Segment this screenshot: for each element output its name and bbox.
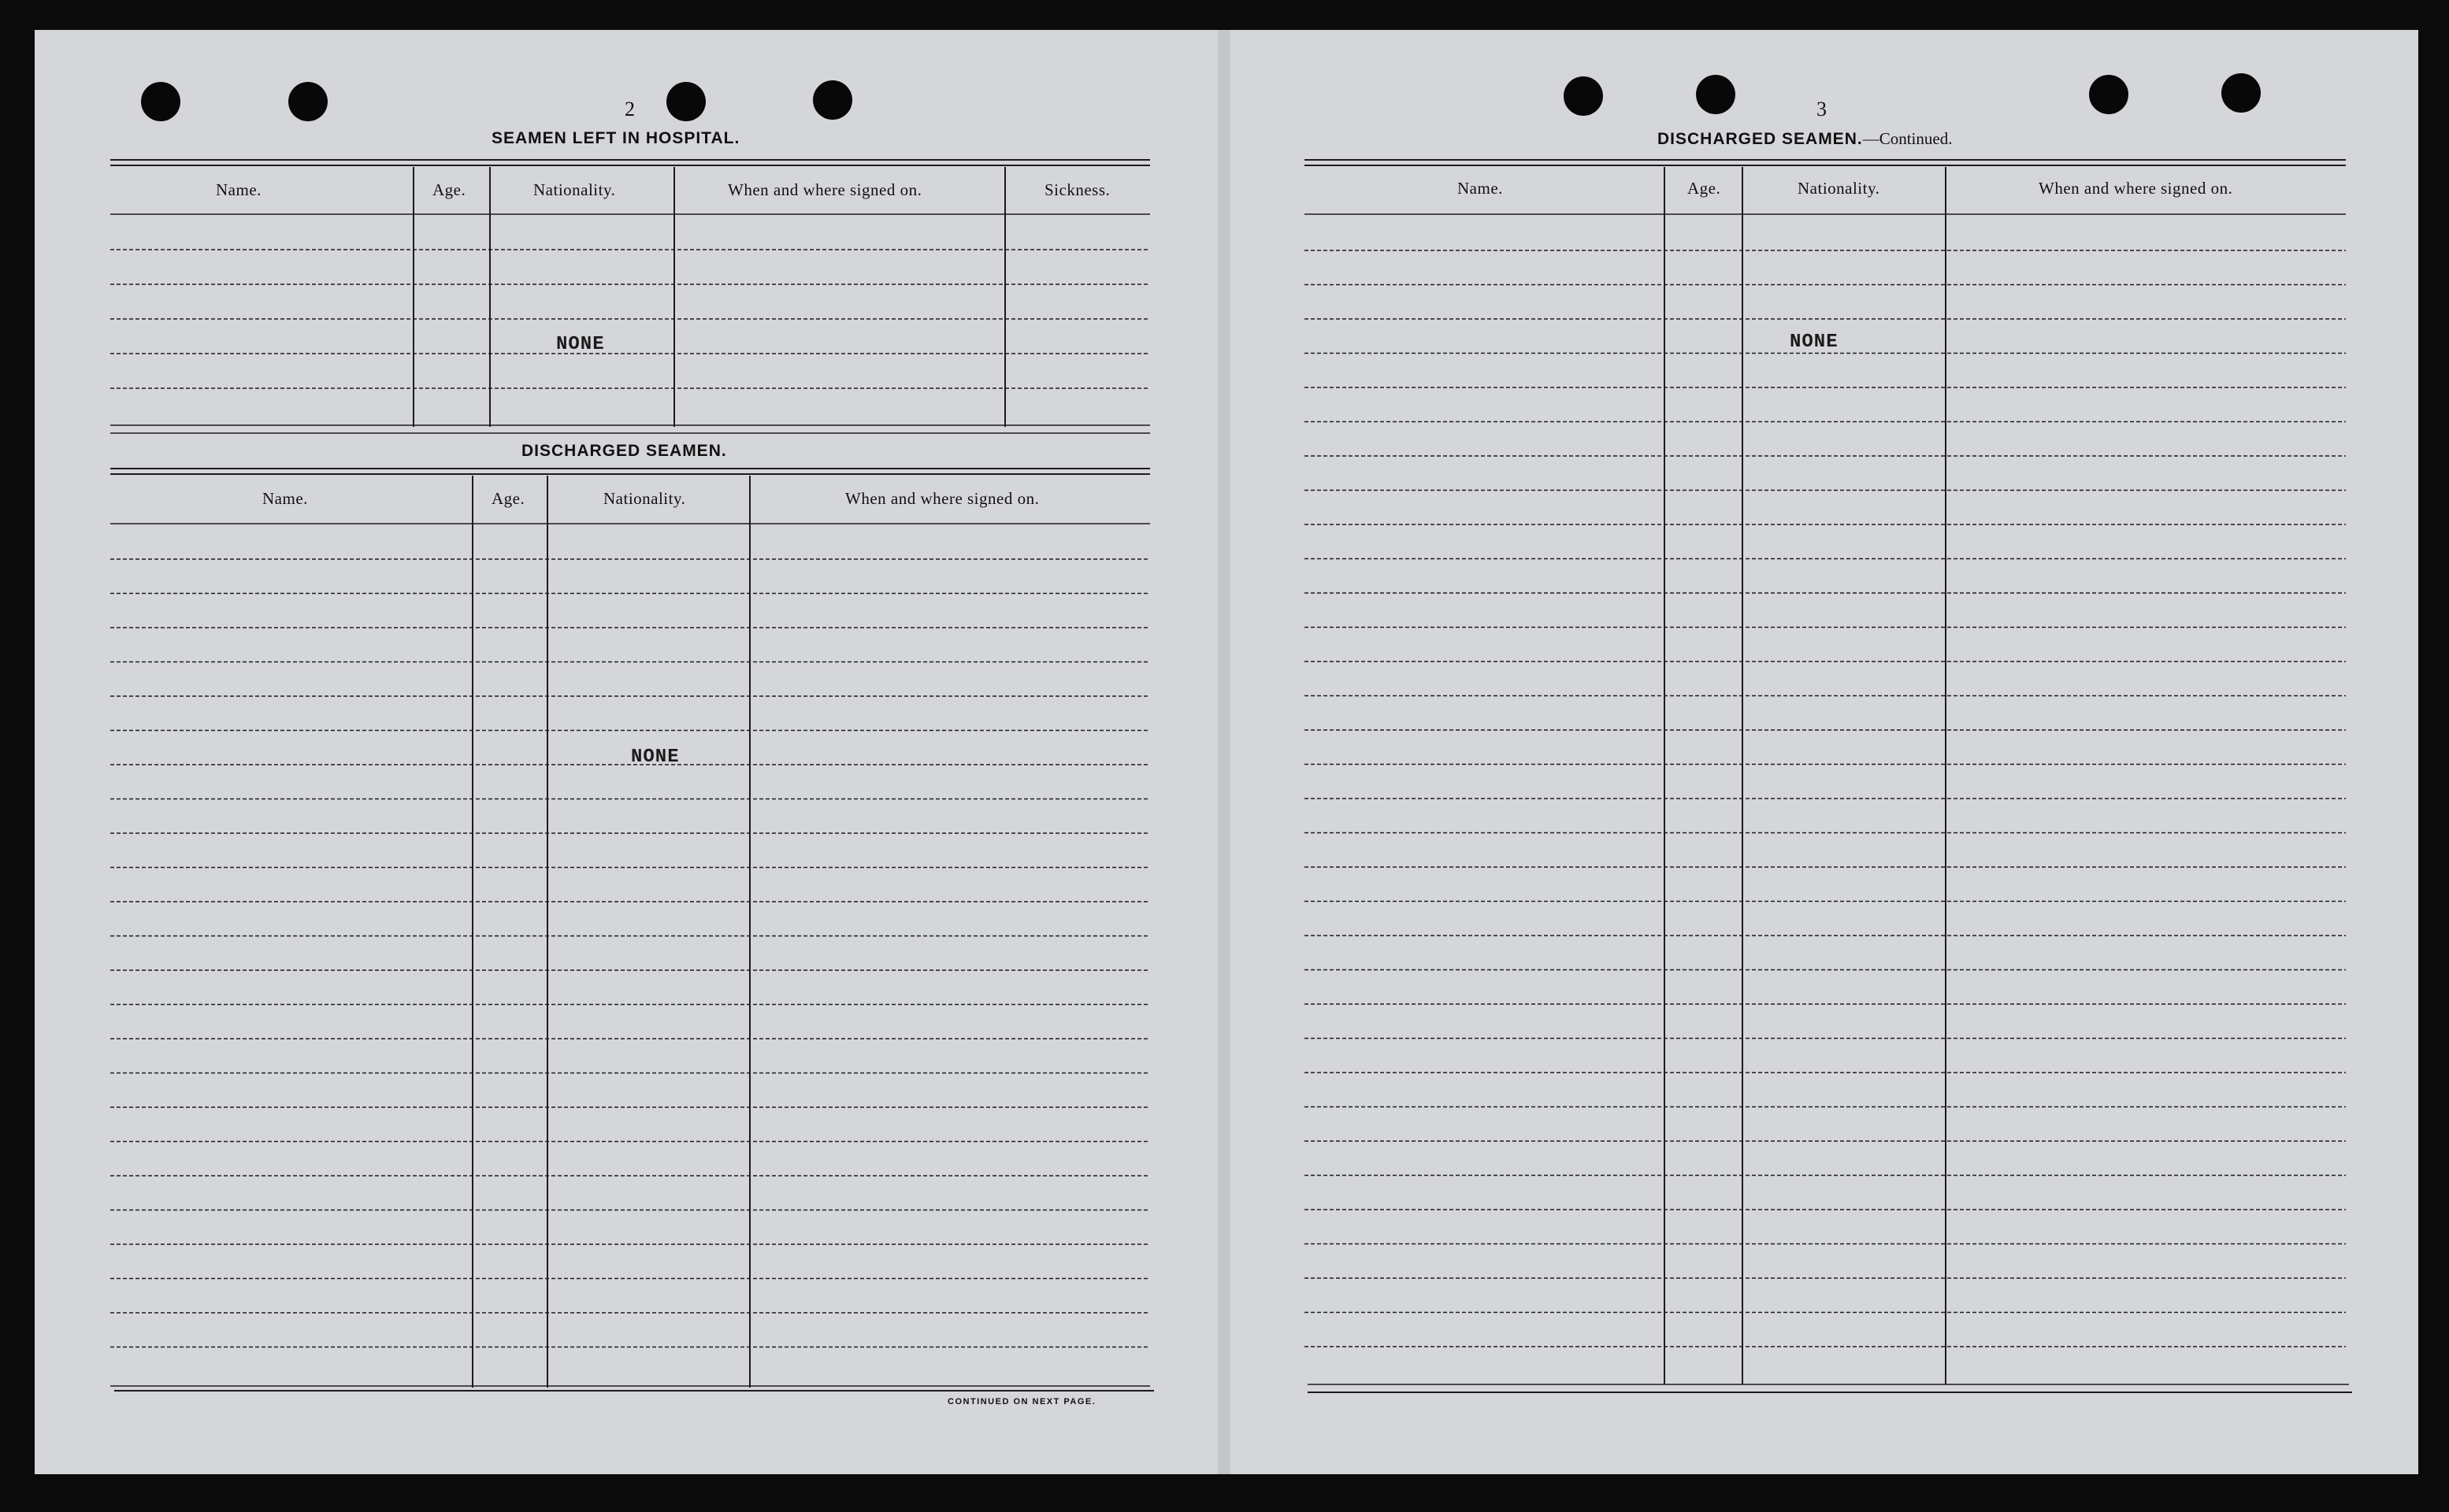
col-header-nationality: Nationality. — [603, 489, 686, 508]
section-title-hospital: SEAMEN LEFT IN HOSPITAL. — [492, 129, 740, 147]
col-header-nationality: Nationality. — [533, 180, 616, 199]
col-header-age: Age. — [1687, 179, 1721, 198]
col-header-signed-on: When and where signed on. — [2039, 179, 2233, 198]
col-header-age: Age. — [492, 489, 525, 508]
section-title-text: DISCHARGED SEAMEN. — [1657, 130, 1863, 148]
section-title-suffix: —Continued. — [1862, 129, 1953, 148]
page-number: 3 — [1816, 98, 1827, 120]
col-header-name: Name. — [1457, 179, 1503, 198]
col-header-nationality: Nationality. — [1798, 179, 1880, 198]
page-number: 2 — [625, 98, 635, 120]
col-header-sickness: Sickness. — [1045, 180, 1111, 199]
footer-note: CONTINUED ON NEXT PAGE. — [948, 1397, 1096, 1406]
section-title-discharged: DISCHARGED SEAMEN. — [521, 442, 727, 460]
col-header-name: Name. — [216, 180, 262, 199]
stamp-none: NONE — [631, 747, 680, 768]
col-header-signed-on: When and where signed on. — [728, 180, 922, 199]
stamp-none: NONE — [1790, 332, 1839, 353]
col-header-name: Name. — [262, 489, 308, 508]
col-header-signed-on: When and where signed on. — [845, 489, 1040, 508]
stamp-none: NONE — [556, 334, 605, 355]
col-header-age: Age. — [432, 180, 466, 199]
section-title-discharged-continued — [1657, 129, 1952, 149]
